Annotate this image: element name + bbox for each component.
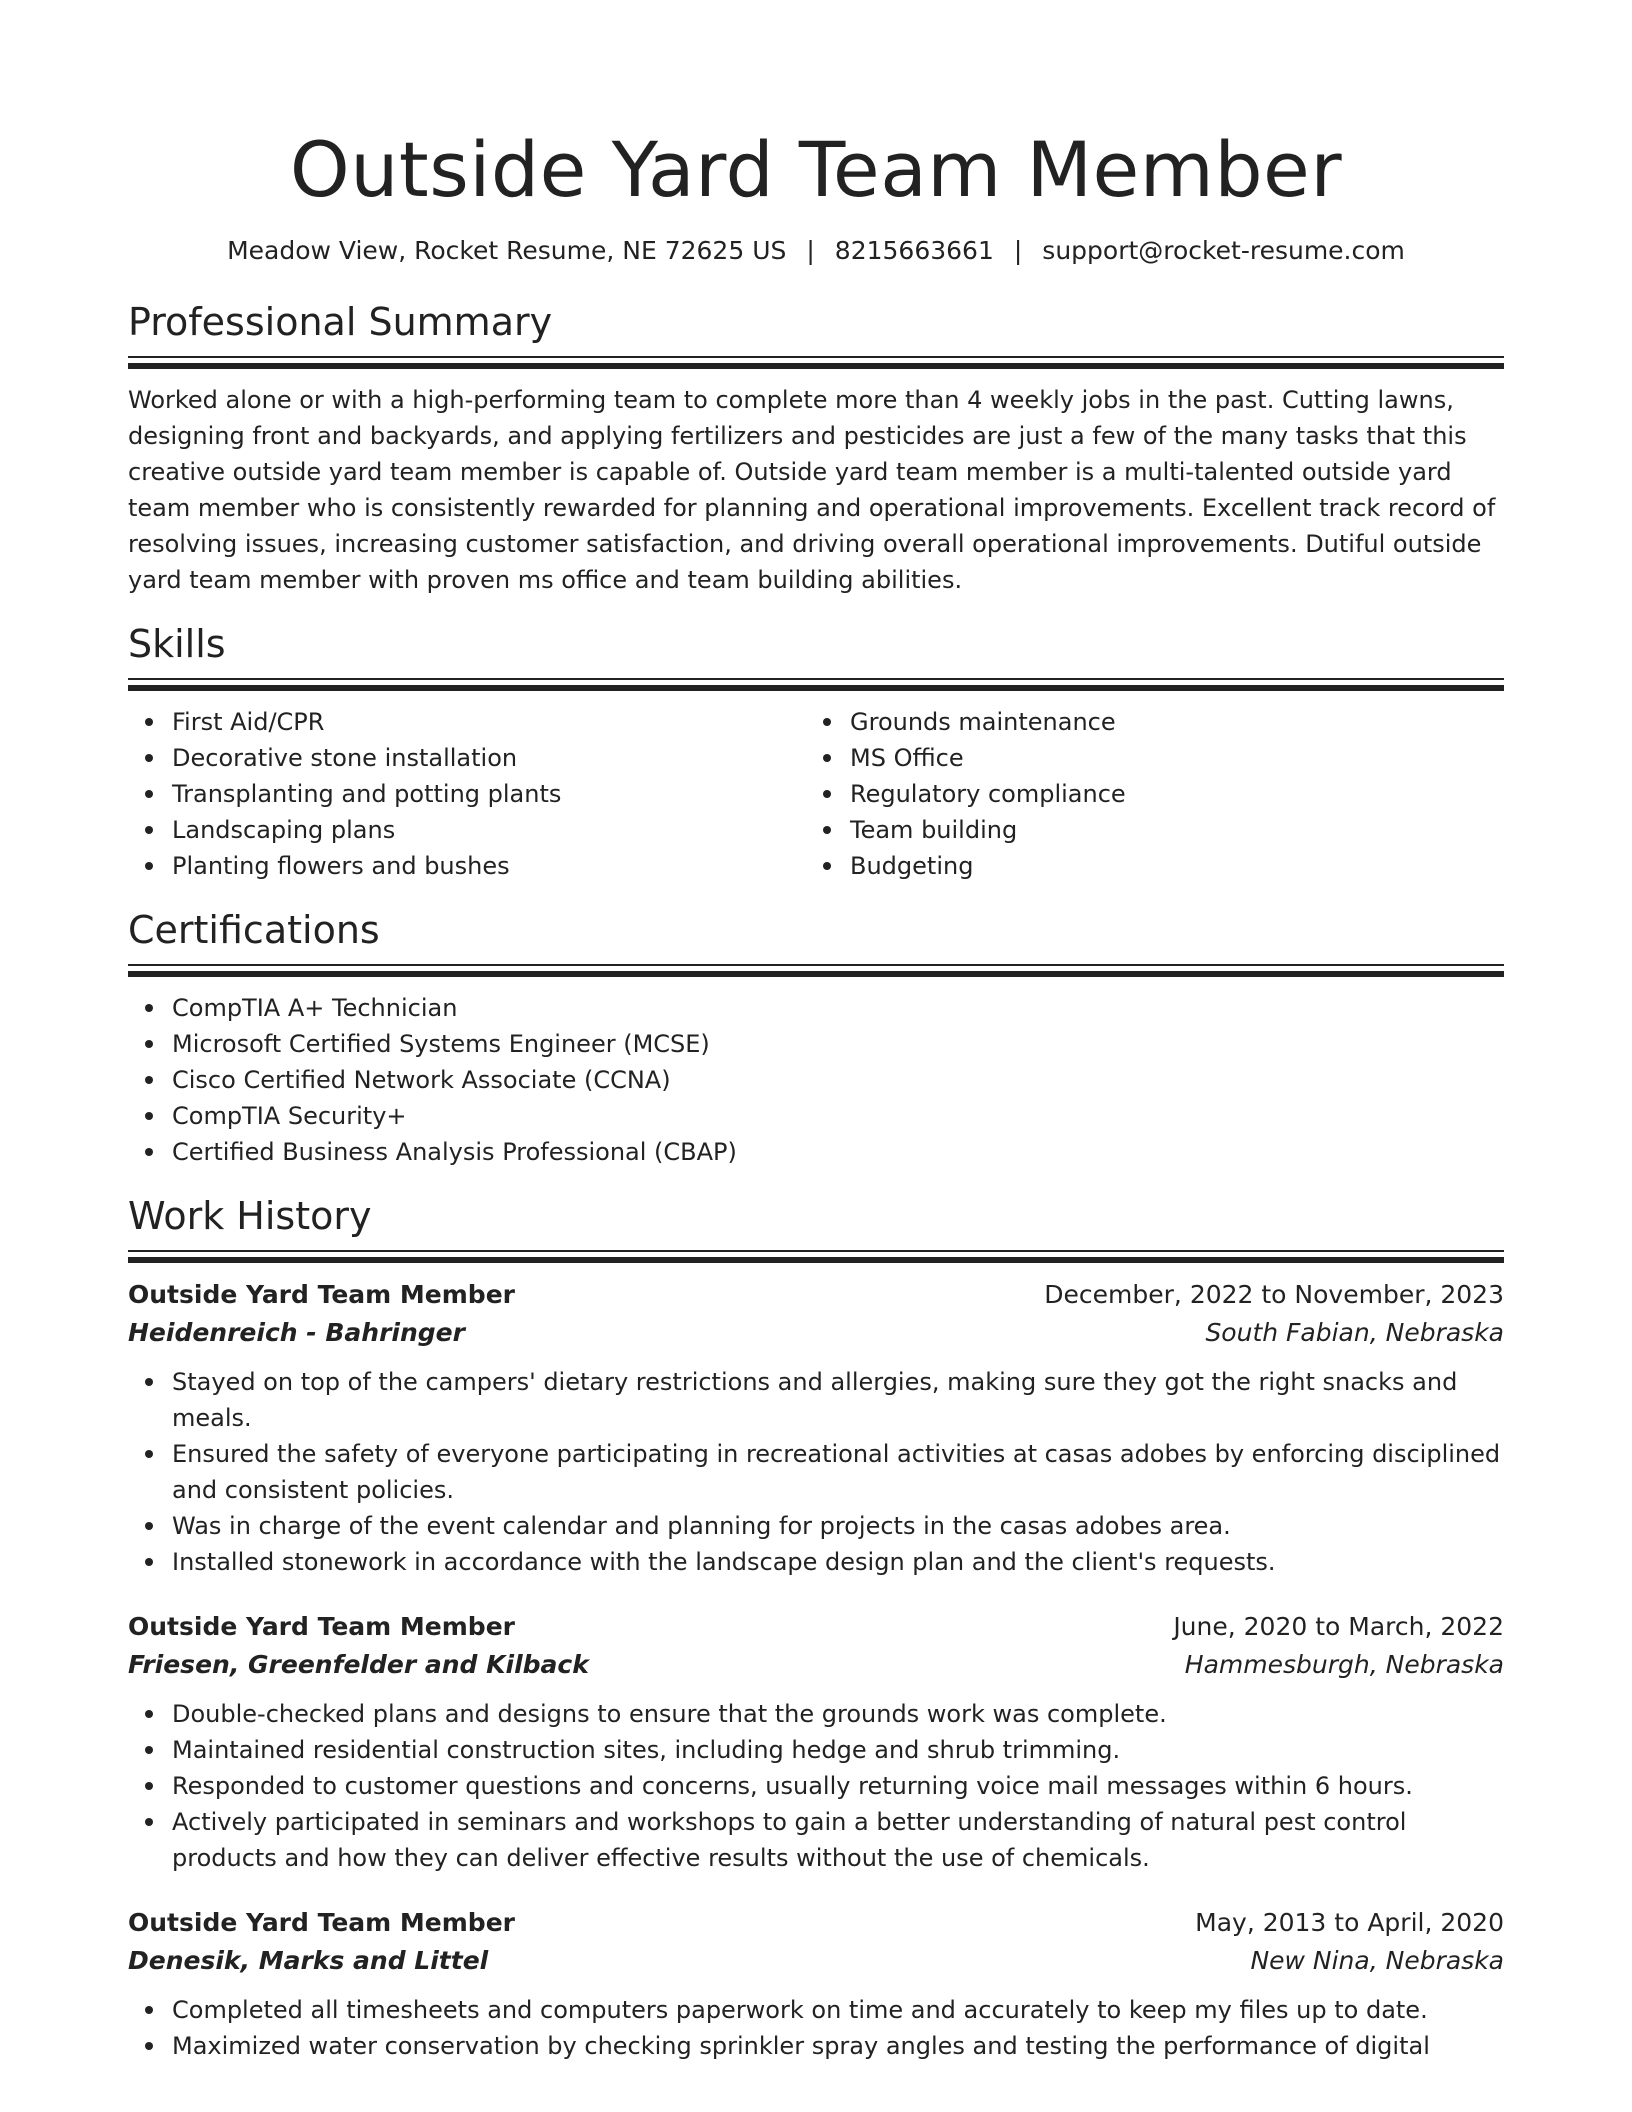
job-subheader <box>128 1646 1504 1684</box>
skill-item: Planting flowers and bushes <box>172 848 806 884</box>
job-header <box>128 1276 1504 1314</box>
contact-email: support@rocket-resume.com <box>1042 236 1405 265</box>
skill-item: Decorative stone installation <box>172 740 806 776</box>
certifications-list <box>128 990 1504 1170</box>
summary-section <box>128 298 1504 598</box>
job-company: Heidenreich - Bahringer <box>128 1318 465 1347</box>
skill-item: Transplanting and potting plants <box>172 776 806 812</box>
job-location: South Fabian, Nebraska <box>1205 1318 1504 1347</box>
skill-item: Landscaping plans <box>172 812 806 848</box>
job-header <box>128 1904 1504 1942</box>
contact-phone: 8215663661 <box>834 236 994 265</box>
skills-list-left <box>128 704 806 884</box>
skill-item: Regulatory compliance <box>850 776 1484 812</box>
job-title: Outside Yard Team Member <box>128 1908 515 1937</box>
job-header <box>128 1608 1504 1646</box>
job-location: Hammesburgh, Nebraska <box>1184 1650 1504 1679</box>
job-duty: Double-checked plans and designs to ensure that the grounds work was complete. <box>172 1696 1504 1732</box>
summary-text: Worked alone or with a high-performing team to complete more than 4 weekly jobs in the past. Cutting lawns, designing front and backyards, and applying fertilizers and pesticides are just a few of the many tasks that this creative outside yard team member is capable of. Outside yard team member is a multi-talented outside yard team member who is consistently rewarded for planning and operational improvements. Excellent track record of resolving issues, increasing customer satisfaction, and driving overall operational improvements. Dutiful outside yard team member with proven ms office and team building abilities. <box>128 386 1496 594</box>
job-location: New Nina, Nebraska <box>1250 1946 1504 1975</box>
section-divider <box>128 678 1504 690</box>
certification-item: CompTIA A+ Technician <box>172 990 1504 1026</box>
job-dates: June, 2020 to March, 2022 <box>1173 1612 1504 1641</box>
job-entry <box>128 1608 1504 1876</box>
job-duty: Responded to customer questions and concerns, usually returning voice mail messages within 6 hours. <box>172 1768 1504 1804</box>
job-duty: Actively participated in seminars and workshops to gain a better understanding of natural pest control products and how they can deliver effective results without the use of chemicals. <box>172 1804 1504 1876</box>
job-subheader <box>128 1314 1504 1352</box>
job-dates: May, 2013 to April, 2020 <box>1195 1908 1504 1937</box>
certification-item: Microsoft Certified Systems Engineer (MCSE) <box>172 1026 1504 1062</box>
job-duty: Installed stonework in accordance with the landscape design plan and the client's requests. <box>172 1544 1504 1580</box>
certification-item: Certified Business Analysis Professional (CBAP) <box>172 1134 1504 1170</box>
job-entry <box>128 1904 1504 2064</box>
skill-item: First Aid/CPR <box>172 704 806 740</box>
contact-separator: | <box>1013 236 1023 265</box>
skill-item: Team building <box>850 812 1484 848</box>
job-duty: Completed all timesheets and computers paperwork on time and accurately to keep my files up to date. <box>172 1992 1504 2028</box>
candidate-name: Outside Yard Team Member <box>289 125 1343 214</box>
job-duty: Was in charge of the event calendar and planning for projects in the casas adobes area. <box>172 1508 1504 1544</box>
job-title: Outside Yard Team Member <box>128 1280 515 1309</box>
contact-address: Meadow View, Rocket Resume, NE 72625 US <box>227 236 787 265</box>
job-entry <box>128 1276 1504 1580</box>
job-company: Friesen, Greenfelder and Kilback <box>128 1650 589 1679</box>
section-divider <box>128 964 1504 976</box>
contact-line <box>128 234 1504 268</box>
skills-section <box>128 620 1504 884</box>
job-company: Denesik, Marks and Littel <box>128 1946 489 1975</box>
certifications-heading: Certifications <box>128 908 380 952</box>
skill-item: Budgeting <box>850 848 1484 884</box>
job-duties <box>128 1696 1504 1876</box>
section-divider <box>128 1250 1504 1262</box>
skills-list-right <box>806 704 1484 884</box>
job-duty: Ensured the safety of everyone participating in recreational activities at casas adobes by enforcing disciplined and consistent policies. <box>172 1436 1504 1508</box>
contact-separator: | <box>806 236 815 265</box>
skills-columns <box>128 704 1504 884</box>
skill-item: Grounds maintenance <box>850 704 1484 740</box>
skill-item: MS Office <box>850 740 1484 776</box>
certifications-section <box>128 906 1504 1170</box>
job-subheader <box>128 1942 1504 1980</box>
certification-item: Cisco Certified Network Associate (CCNA) <box>172 1062 1504 1098</box>
job-title: Outside Yard Team Member <box>128 1612 515 1641</box>
resume-page <box>128 0 1504 2092</box>
summary-heading: Professional Summary <box>128 300 553 344</box>
job-duties <box>128 1364 1504 1580</box>
section-divider <box>128 356 1504 368</box>
job-duty: Maximized water conservation by checking sprinkler spray angles and testing the performance of digital <box>172 2028 1504 2064</box>
job-duties <box>128 1992 1504 2064</box>
job-duty: Stayed on top of the campers' dietary restrictions and allergies, making sure they got the right snacks and meals. <box>172 1364 1504 1436</box>
job-duty: Maintained residential construction sites, including hedge and shrub trimming. <box>172 1732 1504 1768</box>
job-dates: December, 2022 to November, 2023 <box>1044 1280 1504 1309</box>
skills-heading: Skills <box>128 622 226 666</box>
certification-item: CompTIA Security+ <box>172 1098 1504 1134</box>
work-history-heading: Work History <box>128 1194 372 1238</box>
work-history-section <box>128 1192 1504 2064</box>
